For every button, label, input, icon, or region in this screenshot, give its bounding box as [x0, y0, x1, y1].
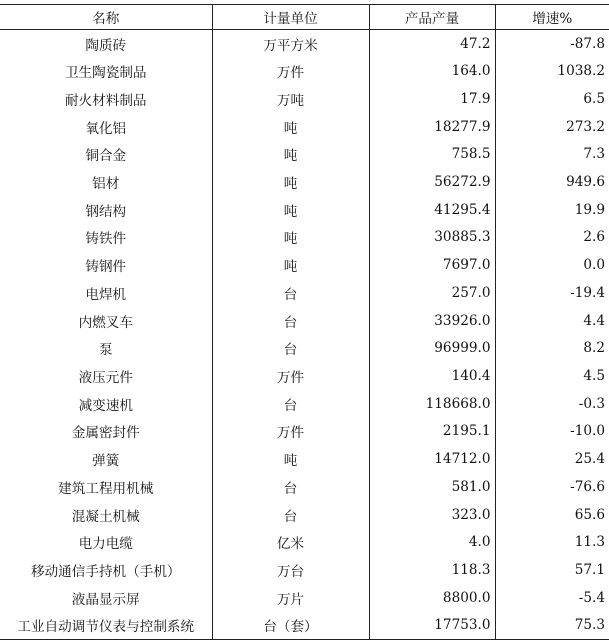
- growth-cell: 75.3: [495, 612, 609, 640]
- product-name-cell: 耐火材料制品: [64, 92, 147, 109]
- table-row: [0, 556, 609, 584]
- table-row: [0, 584, 609, 612]
- unit-cell: 台: [212, 307, 369, 335]
- growth-cell: 7.3: [495, 140, 609, 168]
- product-name-cell: 钢结构: [85, 203, 127, 220]
- unit-cell: 台: [212, 279, 369, 307]
- product-name-cell: 铜合金: [85, 148, 127, 165]
- table-row: [0, 307, 609, 335]
- growth-cell: 19.9: [495, 196, 609, 224]
- product-name-cell: 铸铁件: [85, 231, 127, 248]
- unit-cell: 万吨: [212, 85, 369, 113]
- output-cell: 18277.9: [369, 113, 495, 141]
- output-cell: 41295.4: [369, 196, 495, 224]
- product-name-cell: 弹簧: [92, 453, 120, 470]
- product-name-cell: 铸钢件: [85, 259, 127, 276]
- product-name-cell: 陶质砖: [85, 37, 127, 54]
- product-name-cell: 电焊机: [85, 286, 127, 303]
- output-cell: 164.0: [369, 57, 495, 85]
- output-cell: 8800.0: [369, 584, 495, 612]
- table-row: [0, 362, 609, 390]
- product-name-cell: 铝材: [92, 175, 120, 192]
- header-unit: 计量单位: [212, 5, 369, 30]
- table-row: [0, 85, 609, 113]
- product-name-cell: 氧化铝: [85, 120, 127, 137]
- growth-cell: 11.3: [495, 528, 609, 556]
- growth-cell: -19.4: [495, 279, 609, 307]
- header-name: 名称: [0, 5, 212, 30]
- product-name-cell: 泵: [98, 342, 113, 359]
- product-name-cell: 混凝土机械: [71, 508, 140, 525]
- header-row: [0, 5, 609, 30]
- growth-cell: 4.4: [495, 307, 609, 335]
- output-cell: 323.0: [369, 501, 495, 529]
- unit-cell: 万件: [212, 362, 369, 390]
- header-output: 产品产量: [369, 5, 495, 30]
- table-row: [0, 445, 609, 473]
- output-cell: 14712.0: [369, 445, 495, 473]
- output-cell: 257.0: [369, 279, 495, 307]
- growth-cell: 0.0: [495, 251, 609, 279]
- unit-cell: 吨: [212, 224, 369, 252]
- growth-cell: -87.8: [495, 30, 609, 58]
- header-growth: 增速%: [495, 5, 609, 30]
- unit-cell: 台: [212, 501, 369, 529]
- unit-cell: 万平方米: [212, 30, 369, 58]
- output-cell: 581.0: [369, 473, 495, 501]
- unit-cell: 吨: [212, 168, 369, 196]
- product-name-cell: 移动通信手持机（手机）: [30, 564, 181, 581]
- growth-cell: -5.4: [495, 584, 609, 612]
- output-cell: 118.3: [369, 556, 495, 584]
- unit-cell: 台: [212, 473, 369, 501]
- table-row: [0, 57, 609, 85]
- output-cell: 118668.0: [369, 390, 495, 418]
- table-row: [0, 473, 609, 501]
- table-row: [0, 168, 609, 196]
- product-name-cell: 电力电缆: [78, 536, 133, 553]
- table-row: [0, 113, 609, 141]
- growth-cell: 57.1: [495, 556, 609, 584]
- unit-cell: 台: [212, 390, 369, 418]
- unit-cell: 台: [212, 334, 369, 362]
- unit-cell: 亿米: [212, 528, 369, 556]
- unit-cell: 吨: [212, 251, 369, 279]
- table-header: [0, 5, 609, 30]
- output-cell: 56272.9: [369, 168, 495, 196]
- growth-cell: 2.6: [495, 224, 609, 252]
- table-row: [0, 390, 609, 418]
- growth-cell: 4.5: [495, 362, 609, 390]
- table-row: [0, 334, 609, 362]
- unit-cell: 台（套）: [212, 612, 369, 640]
- product-name-cell: 减变速机: [78, 397, 133, 414]
- unit-cell: 吨: [212, 140, 369, 168]
- table-row: [0, 612, 609, 640]
- output-cell: 33926.0: [369, 307, 495, 335]
- unit-cell: 万件: [212, 418, 369, 446]
- product-name-cell: 液晶显示屏: [71, 591, 140, 608]
- output-cell: 2195.1: [369, 418, 495, 446]
- product-name-cell: 液压元件: [78, 369, 133, 386]
- table-row: [0, 251, 609, 279]
- unit-cell: 万台: [212, 556, 369, 584]
- unit-cell: 万片: [212, 584, 369, 612]
- growth-cell: 65.6: [495, 501, 609, 529]
- table-row: [0, 30, 609, 58]
- production-table: [0, 4, 609, 640]
- table-row: [0, 528, 609, 556]
- unit-cell: 万件: [212, 57, 369, 85]
- product-name-cell: 建筑工程用机械: [58, 480, 154, 497]
- product-name-cell: 工业自动调节仪表与控制系统: [0, 612, 212, 640]
- table-body: [0, 30, 609, 640]
- output-cell: 140.4: [369, 362, 495, 390]
- unit-cell: 吨: [212, 196, 369, 224]
- growth-cell: 273.2: [495, 113, 609, 141]
- growth-cell: -76.6: [495, 473, 609, 501]
- growth-cell: 1038.2: [495, 57, 609, 85]
- output-cell: 4.0: [369, 528, 495, 556]
- table-row: [0, 501, 609, 529]
- table-row: [0, 196, 609, 224]
- output-cell: 758.5: [369, 140, 495, 168]
- output-cell: 17753.0: [369, 612, 495, 640]
- output-cell: 30885.3: [369, 224, 495, 252]
- growth-cell: 6.5: [495, 85, 609, 113]
- unit-cell: 吨: [212, 113, 369, 141]
- growth-cell: 949.6: [495, 168, 609, 196]
- table-row: [0, 418, 609, 446]
- unit-cell: 吨: [212, 445, 369, 473]
- growth-cell: 8.2: [495, 334, 609, 362]
- output-cell: 7697.0: [369, 251, 495, 279]
- table-row: [0, 224, 609, 252]
- table-row: [0, 140, 609, 168]
- product-name-cell: 金属密封件: [71, 425, 140, 442]
- output-cell: 17.9: [369, 85, 495, 113]
- product-name-cell: 内燃叉车: [78, 314, 133, 331]
- growth-cell: -10.0: [495, 418, 609, 446]
- output-cell: 96999.0: [369, 334, 495, 362]
- product-name-cell: 卫生陶瓷制品: [64, 65, 147, 82]
- growth-cell: -0.3: [495, 390, 609, 418]
- output-cell: 47.2: [369, 30, 495, 58]
- table-row: [0, 279, 609, 307]
- growth-cell: 25.4: [495, 445, 609, 473]
